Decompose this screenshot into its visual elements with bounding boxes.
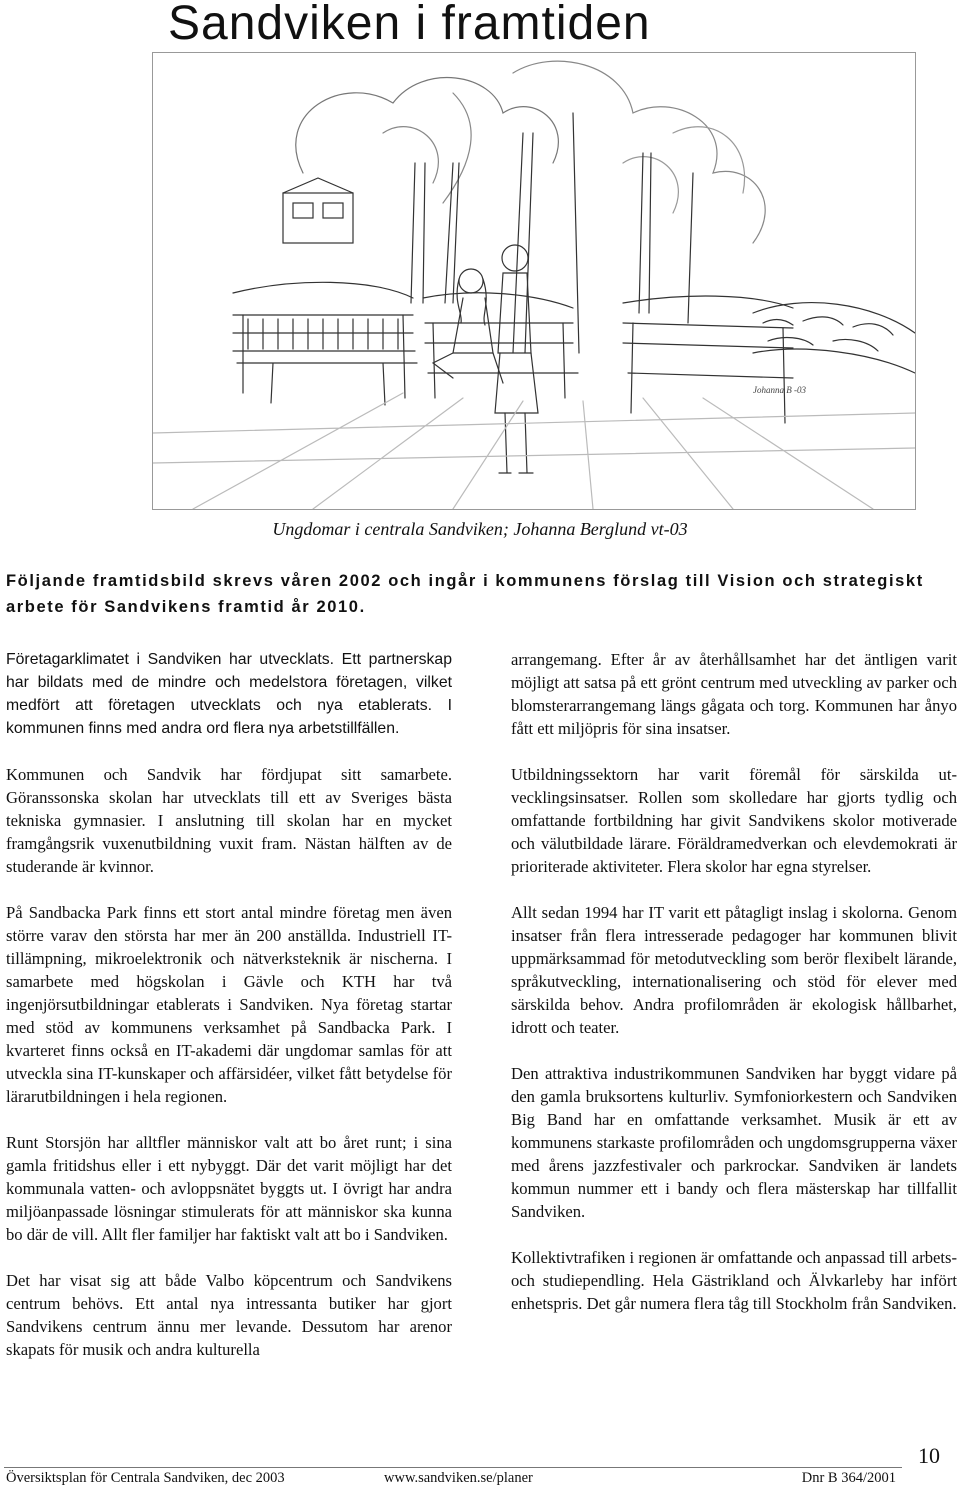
paragraph: Företagarklimatet i Sandviken har utvecklats. Ett partnerskap har bildats med de mindre och medelstora företagen, vilket medfört att företagen utvecklats och nya etablerats. I kommunen finns med andra ord flera nya arbetstillfällen. (6, 651, 452, 737)
footer-document-title: Översiktsplan för Centrala Sandviken, dec 2003 (6, 1470, 285, 1486)
footer-reference-number: Dnr B 364/2001 (801, 1470, 896, 1486)
paragraph: Den attraktiva industrikommunen Sandviken har byggt vidare på den gamla bruksortens kulturliv. Symfoniorkestern och Sandviken Big Band har en omfattande verksamhet. Musik är ett av kommunens starkaste profilområden och ungdomsgrupperna växer med årens jazzfestivaler och parkrockar. Sandviken är landets kommun nummer ett i bandy och flera mästerskap har tillfallit Sandviken. (511, 1064, 957, 1221)
right-column (511, 648, 957, 1338)
paragraph: På Sandbacka Park finns ett stort antal mindre företag men även större varav den största har mer än 200 anställda. Industriell IT- tillämpning, mikroelektronik och nätverksteknik är nischerna. I samarbete med högskolan i Gävle och KTH har två ingenjörsutbildningar etablerats i Sandviken. Nya företag startar med stöd av kommunens verksamhet på Sandbacka Park. I kvarteret finns också en IT-akademi där ungdomar samlas för att utveckla sina IT-kunskaper och affärsidéer, vilket fått betydelse för lärarutbildningen i hela regionen. (6, 903, 452, 1106)
pencil-sketch-drawing (153, 53, 915, 509)
sketch-signature: Johanna B -03 (753, 385, 806, 395)
intro-paragraph: Följande framtidsbild skrevs våren 2002 och ingår i kommunens förslag till Vision och strategiskt arbete för Sandvikens framtid år 2010. (6, 572, 924, 616)
paragraph: Kommunen och Sandvik har fördjupat sitt samarbete. Göranssonska skolan har utvecklats till ett av Sveriges bästa tekniska gymnasier. I anslutning till skolan har en mycket framgångsrik vuxenutbildning vuxit fram. Nästan hälften av de studerande är kvinnor. (6, 765, 452, 876)
left-column (6, 648, 452, 1384)
paragraph: Runt Storsjön har alltfler människor valt att bo året runt; i sina gamla fritidshus eller i ett nybyggt. Där det varit möjligt har det kommunala vatten- och avloppsnätet byggts ut. I övrigt har andra miljöanpassade lösningar stimulerats för att människor ska kunna bo där de vill. Allt fler familjer har faktiskt valt att bo i Sandviken. (6, 1133, 452, 1244)
paragraph: Kollektivtrafiken i regionen är omfattande och anpassad till arbets- och studiependling. Hela Gästrikland och Älvkarleby har infört enhetspris. Det går numera flera tåg till Stockholm från Sandviken. (511, 1248, 957, 1313)
paragraph: arrangemang. Efter år av återhållsamhet har det äntligen varit möjligt att satsa på ett grönt centrum med utveckling av parker och blomsterarrangemang längs gågata och torg. Kommunen har ånyo fått ett miljöpris för sina insatser. (511, 650, 957, 738)
page-footer (6, 1468, 896, 1488)
footer-url: www.sandviken.se/planer (384, 1470, 533, 1486)
sketch-illustration (152, 52, 916, 510)
page-number: 10 (918, 1443, 940, 1468)
paragraph: Det har visat sig att både Valbo köpcentrum och Sandvikens centrum behövs. Ett antal nya intressanta butiker har gjort Sandvikens centrum ännu mer levande. Dessutom har arenor skapats för musik och andra kulturella (6, 1271, 452, 1359)
paragraph: Allt sedan 1994 har IT varit ett påtagligt inslag i skolorna. Genom insatser från flera intresserade pedagoger har kommunen blivit uppmärksammad för metodutveckling som berör flexibelt lärande, språkutveckling, internationalisering och stöd för elever med särskilda behov. Andra profilområden är ekologisk hållbarhet, idrott och teater. (511, 903, 957, 1037)
figure-caption: Ungdomar i centrala Sandviken; Johanna Berglund vt-03 (272, 519, 688, 539)
page-title: Sandviken i framtiden (168, 0, 651, 50)
paragraph: Utbildningssektorn har varit föremål för särskilda utvecklingsinsatser. Rollen som skolledare har gjorts tydlig och omfattande fortbildning har givit Sandvikens skolor motiverade och välutbildade lärare. Föräldramedverkan och elevdemokrati är prioriterade aktiviteter. Flera skolor har egna styrelser. (511, 765, 957, 876)
